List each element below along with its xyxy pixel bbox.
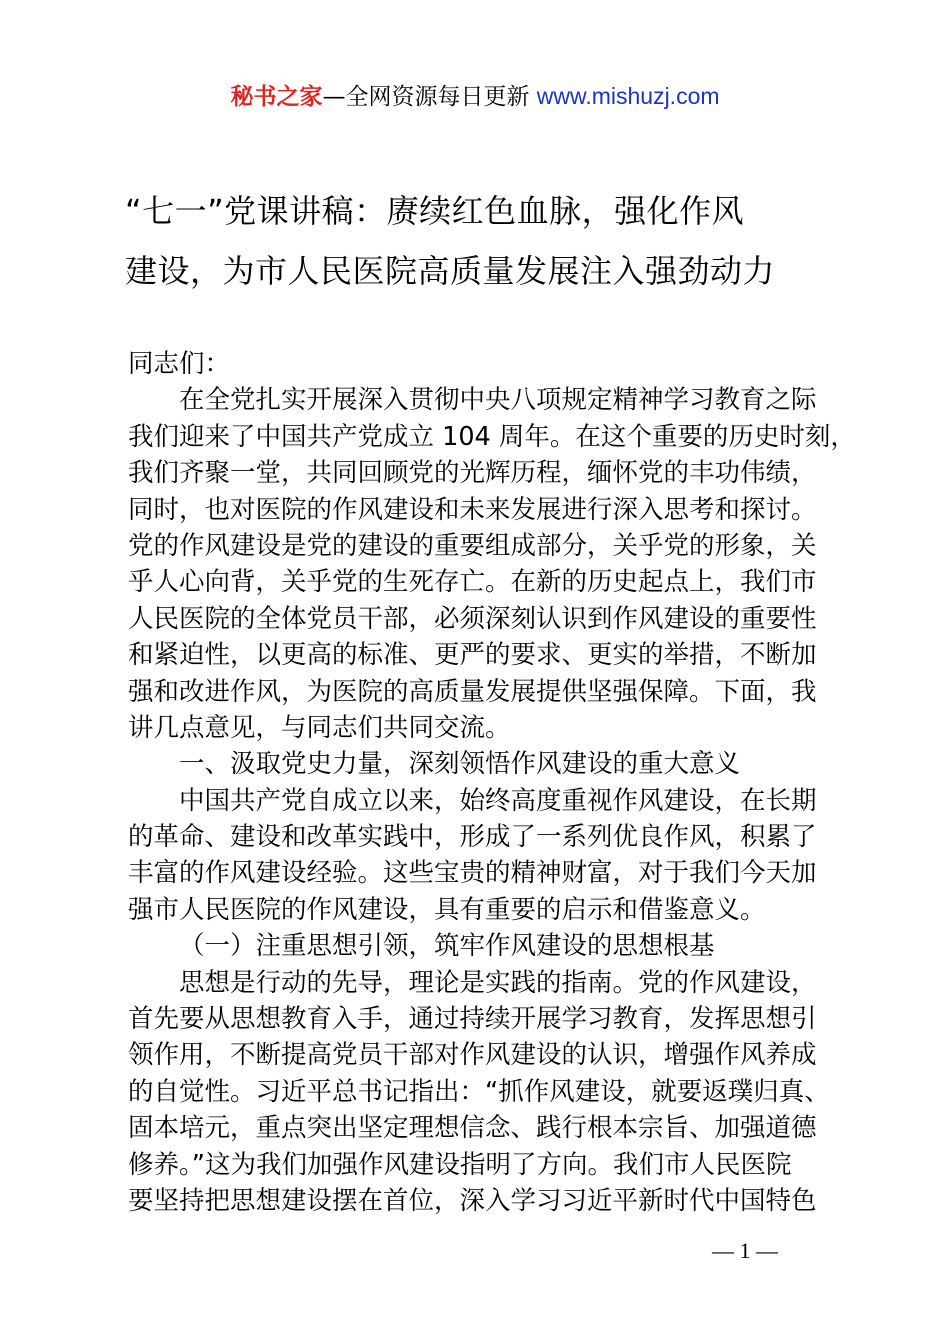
subsection-heading-1: （一）注重思想引领，筑牢作风建设的思想根基	[179, 931, 715, 962]
body-line: 中国共产党自成立以来，始终高度重视作风建设，在长期	[179, 785, 817, 816]
body-line: 乎人心向背，关乎党的生死存亡。在新的历史起点上，我们市	[128, 567, 817, 598]
body-line: 党的作风建设是党的建设的重要组成部分，关乎党的形象，关	[128, 530, 817, 561]
body-line: 和紧迫性，以更高的标准、更严的要求、更实的举措，不断加	[128, 640, 817, 671]
body-line: 的革命、建设和改革实践中，形成了一系列优良作风，积累了	[128, 822, 817, 853]
document-title	[125, 181, 835, 301]
brand-name: 秘书之家	[230, 84, 323, 110]
salutation: 同志们：	[128, 349, 231, 379]
page-number: — 1 —	[712, 1238, 778, 1263]
document-body	[128, 346, 856, 1219]
section-heading-1: 一、汲取党史力量，深刻领悟作风建设的重大意义	[179, 749, 741, 780]
body-line: 固本培元，重点突出坚定理想信念、践行根本宗旨、加强道德	[128, 1113, 817, 1144]
title-line-1: “七一”党课讲稿：赓续红色血脉，强化作风	[125, 192, 745, 230]
site-banner	[0, 80, 950, 113]
body-line: 同时，也对医院的作风建设和未来发展进行深入思考和探讨。	[128, 494, 817, 525]
body-line: 思想是行动的先导，理论是实践的指南。党的作风建设，	[179, 967, 817, 998]
body-line: 强和改进作风，为医院的高质量发展提供坚强保障。下面，我	[128, 676, 817, 707]
body-line: 讲几点意见，与同志们共同交流。	[128, 712, 511, 743]
body-line: 首先要从思想教育入手，通过持续开展学习教育，发挥思想引	[128, 1004, 817, 1035]
body-line: 在全党扎实开展深入贯彻中央八项规定精神学习教育之际	[179, 385, 817, 416]
body-line: 领作用，不断提高党员干部对作风建设的认识，增强作风养成	[128, 1040, 817, 1071]
body-line: 丰富的作风建设经验。这些宝贵的精神财富，对于我们今天加	[128, 858, 817, 889]
body-line: 人民医院的全体党员干部，必须深刻认识到作风建设的重要性	[128, 603, 817, 634]
site-url-link[interactable]: www.mishuzj.com	[536, 83, 720, 109]
body-line: 我们迎来了中国共产党成立 104 周年。在这个重要的历史时刻，	[128, 421, 856, 452]
body-line: 的自觉性。习近平总书记指出：“抓作风建设，就要返璞归真、	[128, 1076, 830, 1107]
title-line-2: 建设，为市人民医院高质量发展注入强劲动力	[125, 252, 776, 290]
body-line: 要坚持把思想建设摆在首位，深入学习习近平新时代中国特色	[128, 1185, 817, 1216]
body-line: 修养。”这为我们加强作风建设指明了方向。我们市人民医院	[128, 1149, 792, 1180]
body-line: 强市人民医院的作风建设，具有重要的启示和借鉴意义。	[128, 894, 766, 925]
body-line: 我们齐聚一堂，共同回顾党的光辉历程，缅怀党的丰功伟绩，	[128, 458, 817, 489]
banner-tagline: —全网资源每日更新	[322, 84, 537, 110]
